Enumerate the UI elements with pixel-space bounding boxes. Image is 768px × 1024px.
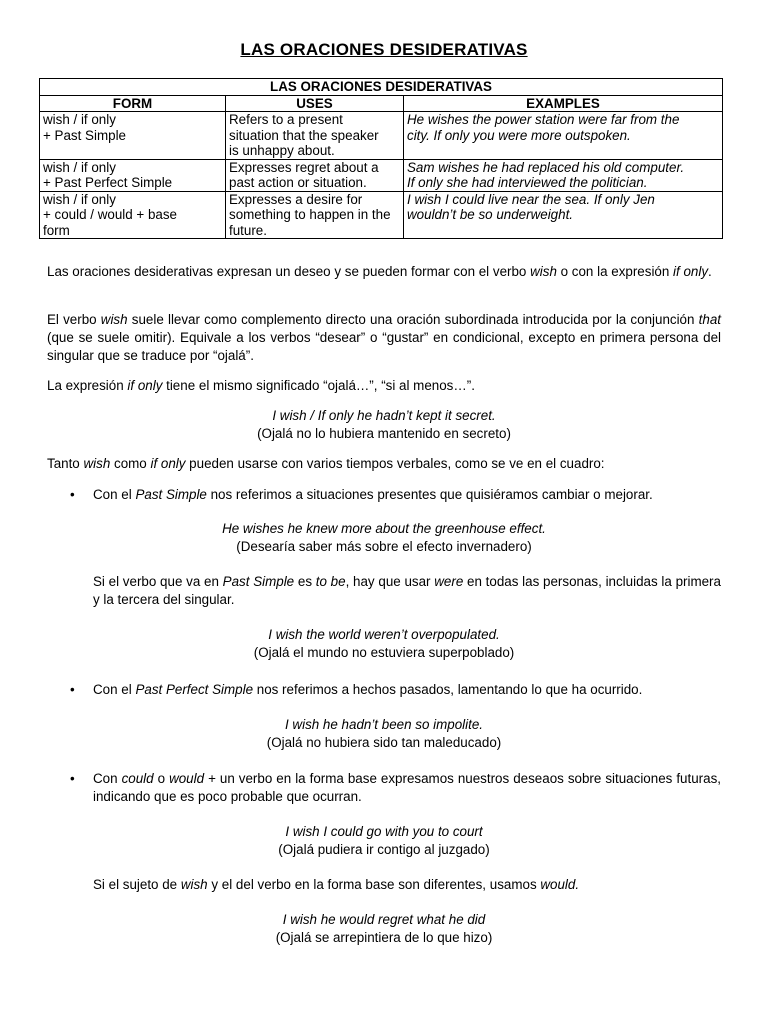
column-header-uses: USES [226,95,404,112]
cell-line: situation that the speaker [229,127,379,143]
form-cell [40,191,226,239]
paragraph-wish-verb [47,311,721,365]
text-run: Si el sujeto de [93,877,181,892]
text-run: Past Perfect Simple [135,682,254,697]
text-run: tiene el mismo significado “ojalá…”, “si al menos…”. [162,378,475,393]
example-translation: (Desearía saber más sobre el efecto invernadero) [236,539,532,554]
grammar-table [39,78,723,239]
text-run: if only [127,378,163,393]
text-run: that [698,312,721,327]
cell-line: city. If only you were more outspoken. [407,127,631,143]
text-run: nos referimos a situaciones presentes que quisiéramos cambiar o mejorar. [206,487,653,502]
text-run: Con el [93,487,136,502]
text-run: pueden usarse con varios tiempos verbales, como se ve en el cuadro: [185,456,605,471]
text-run: El verbo [47,312,101,327]
text-run: es [294,574,316,589]
cell-line: + could / would + base [43,207,177,222]
examples-cell [404,159,723,191]
uses-cell [226,191,404,239]
text-run: wish [83,456,111,471]
example-translation: (Ojalá el mundo no estuviera superpoblado) [253,645,515,660]
table-row [40,112,723,160]
text-run: would [169,771,205,786]
form-cell [40,159,226,191]
cell-line: wish / if only [43,191,116,207]
cell-line: something to happen in the [229,207,391,222]
cell-line: + Past Perfect Simple [43,175,173,190]
text-run: could [121,771,154,786]
text-run: suele llevar como complemento directo una oración subordinada introducida por la conjunción [127,312,699,327]
example-sentence: He wishes he knew more about the greenhouse effect. [222,521,546,536]
bullet-past-simple [93,486,721,504]
text-run: + un verbo en la forma base expresamos nuestros deseaos sobre situaciones futuras, indicando que es poco probable que ocurran. [93,771,721,804]
paragraph-intro [47,263,721,281]
bullet-past-perfect [93,681,721,699]
bullet-marker: • [70,487,75,502]
text-run: wish [100,312,128,327]
text-run: Past Simple [135,487,207,502]
cell-line: + Past Simple [43,127,126,143]
example-sentence: I wish the world weren’t overpopulated. [268,627,500,642]
example-translation: (Ojalá no hubiera sido tan maleducado) [266,735,502,750]
column-header-examples: EXAMPLES [404,95,723,112]
table-row [40,191,723,239]
bullet-could-would [93,770,721,806]
text-run: como [110,456,151,471]
text-run: nos referimos a hechos pasados, lamentando lo que ha ocurrido. [253,682,643,697]
table-caption: LAS ORACIONES DESIDERATIVAS [40,79,723,96]
text-run: were [434,574,464,589]
cell-line: wouldn’t be so underweight. [407,207,574,222]
cell-line: wish / if only [43,112,116,127]
text-run: Las oraciones desiderativas expresan un deseo y se pueden formar con el verbo [47,264,531,279]
bullet-marker: • [70,771,75,786]
cell-line: He wishes the power station were far from the [407,112,680,127]
column-header-form: FORM [40,95,226,112]
text-run: (que se suele omitir). Equivale a los verbos “desear” o “gustar” en condicional, excepto en primera persona del singular que se traduce por “ojalá”. [47,330,721,363]
cell-line: form [43,222,70,238]
text-run: Con [93,771,122,786]
text-run: to be [315,574,346,589]
text-run: wish [530,264,557,279]
paragraph-to-be [93,573,721,609]
text-run: La expresión [47,378,128,393]
cell-line: Refers to a present [229,112,343,127]
text-run: if only [150,456,186,471]
text-run: , hay que usar [345,574,435,589]
cell-line: past action or situation. [229,175,367,190]
table-header-row [40,95,723,112]
table-caption-row [40,79,723,96]
text-run: Si el verbo que va en [93,574,223,589]
text-run: y el del verbo en la forma base son diferentes, usamos [207,877,541,892]
example-sentence: I wish he hadn’t been so impolite. [284,717,483,732]
cell-line: If only she had interviewed the politician. [407,175,648,190]
examples-cell [404,112,723,160]
uses-cell [226,112,404,160]
paragraph-tenses [47,455,721,473]
cell-line: wish / if only [43,159,116,175]
cell-line: I wish I could live near the sea. If only Jen [407,191,655,207]
page-title: LAS ORACIONES DESIDERATIVAS [240,40,528,59]
cell-line: Expresses regret about a [229,159,379,175]
text-run: Tanto [47,456,84,471]
text-run: o [153,771,170,786]
text-run: if only [673,264,709,279]
text-run: Con el [93,682,136,697]
example-sentence: I wish he would regret what he did [282,912,486,927]
table-row [40,159,723,191]
text-run: en todas las personas, incluidas la primera y la tercera del singular. [93,574,721,607]
text-run: . [708,264,712,279]
text-run: Past Simple [222,574,295,589]
example-sentence: I wish / If only he hadn’t kept it secret. [272,408,496,423]
example-translation: (Ojalá no lo hubiera mantenido en secreto) [257,426,511,441]
paragraph-if-only [47,377,721,395]
example-translation: (Ojalá pudiera ir contigo al juzgado) [278,842,490,857]
uses-cell [226,159,404,191]
form-cell [40,112,226,160]
cell-line: Expresses a desire for [229,191,363,207]
paragraph-would [93,876,721,894]
text-run: o con la expresión [556,264,674,279]
cell-line: future. [229,222,267,238]
example-translation: (Ojalá se arrepintiera de lo que hizo) [275,930,493,945]
cell-line: is unhappy about. [229,143,335,158]
example-sentence: I wish I could go with you to court [285,824,483,839]
text-run: wish [180,877,208,892]
cell-line: Sam wishes he had replaced his old computer. [407,159,685,175]
bullet-marker: • [70,682,75,697]
examples-cell [404,191,723,239]
text-run: would. [540,877,580,892]
